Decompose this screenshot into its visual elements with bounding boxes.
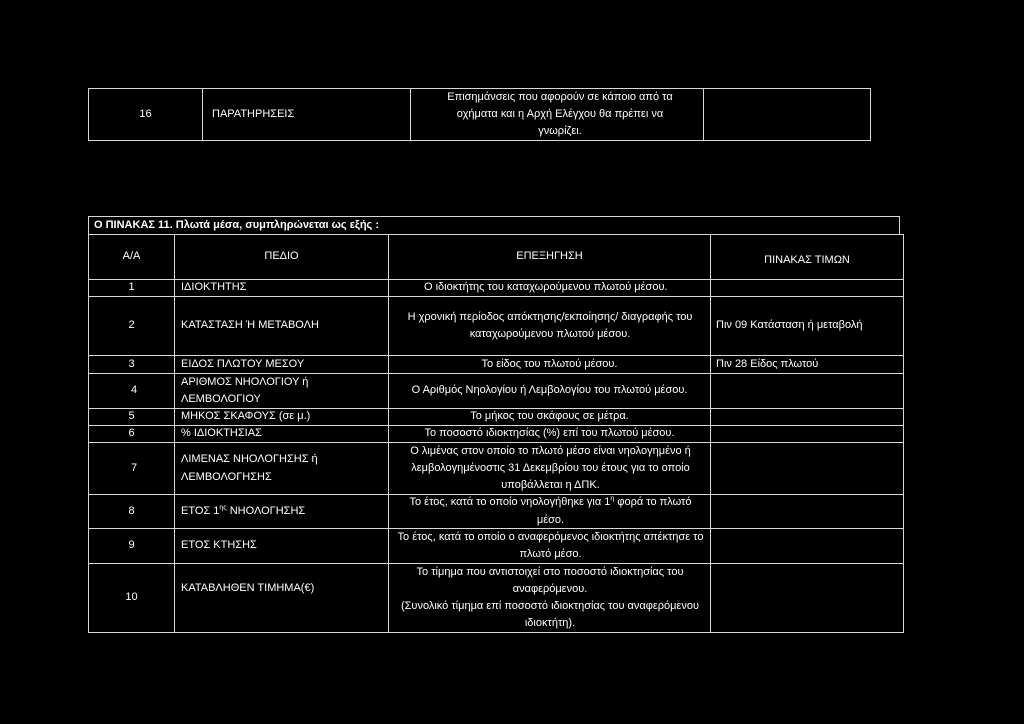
- row-number: 10: [125, 591, 138, 604]
- field-name: ΕΙΔΟΣ ΠΛΩΤΟΥ ΜΕΣΟΥ: [181, 357, 305, 370]
- field-name: ΙΔΙΟΚΤΗΤΗΣ: [181, 281, 247, 294]
- field-description: Το μήκος του σκάφους σε μέτρα.: [470, 410, 629, 423]
- value-table: Πιν 28 Είδος πλωτού: [716, 357, 819, 370]
- description-line: Το τίμημα που αντιστοιχεί στο ποσοστό ιδιοκτησίας του αναφερόμενου.: [416, 566, 684, 595]
- description-line: (Συνολικό τίμημα επί ποσοστό ιδιοκτησίας του αναφερόμενου ιδιοκτήτη).: [400, 600, 700, 629]
- row-number: 4: [131, 384, 138, 397]
- field-name: ΑΡΙΘΜΟΣ ΝΗΟΛΟΓΙΟΥ ή ΛΕΜΒΟΛΟΓΙΟΥ: [181, 375, 309, 405]
- row-number: 9: [128, 539, 135, 552]
- field-name: ΚΑΤΑΣΤΑΣΗ Ή ΜΕΤΑΒΟΛΗ: [181, 319, 319, 332]
- header-description: ΕΠΕΞΗΓΗΣΗ: [516, 250, 583, 263]
- field-name: ΛΙΜΕΝΑΣ ΝΗΟΛΟΓΗΣΗΣ ή ΛΕΜΒΟΛΟΓΗΣΗΣ: [181, 453, 318, 483]
- field-description: Το ποσοστό ιδιοκτησίας (%) επί του πλωτού μέσου.: [424, 427, 675, 440]
- field-name: ΜΗΚΟΣ ΣΚΑΦΟΥΣ (σε μ.): [181, 410, 311, 423]
- field-name: ΕΤΟΣ ΚΤΗΣΗΣ: [181, 539, 257, 552]
- row-number: 6: [128, 427, 135, 440]
- field-description: [391, 564, 709, 632]
- field-description: Ο Αριθμός Νηολογίου ή Λεμβολογίου του πλωτού μέσου.: [411, 384, 688, 397]
- row-number: 5: [128, 410, 135, 423]
- header-values: ΠΙΝΑΚΑΣ ΤΙΜΩΝ: [764, 254, 850, 267]
- field-name: ΠΑΡΑΤΗΡΗΣΕΙΣ: [212, 107, 295, 120]
- field-name: ΕΤΟΣ $1^{\eta\varsigma}$ ΝΗΟΛΟΓΗΣΗΣ: [181, 504, 306, 517]
- table-title: Ο ΠΙΝΑΚΑΣ 11. Πλωτά μέσα, συμπληρώνεται ως εξής :: [94, 218, 379, 231]
- header-aa: Α/Α: [122, 250, 141, 263]
- row-number: 8: [128, 504, 135, 517]
- field-description: Το έτος, κατά το οποίο ο αναφερόμενος ιδιοκτήτης απέκτησε το πλωτό μέσο.: [397, 530, 704, 560]
- row-number: 16: [139, 107, 152, 120]
- row-number: 7: [131, 461, 138, 474]
- field-description: Ο λιμένας στον οποίο το πλωτό μέσο είναι νηολογημένο ή λεμβολογημένοστις 31 Δεκεμβρίου του έτους για το οποίο υποβάλλεται η ΔΠΚ.: [410, 444, 691, 492]
- field-description: Το έτος, κατά το οποίο νηολογήθηκε για $1^\eta$ φορά το πλωτό μέσο.: [409, 495, 692, 526]
- field-name: % ΙΔΙΟΚΤΗΣΙΑΣ: [181, 427, 262, 440]
- field-description: Η χρονική περίοδος απόκτησης/εκποίησης/ διαγραφής του καταχωρούμενου πλωτού μέσου.: [407, 310, 693, 340]
- row-number: 1: [128, 281, 135, 294]
- field-description: Ο ιδιοκτήτης του καταχωρούμενου πλωτού μέσου.: [424, 281, 668, 294]
- row-number: 2: [128, 319, 135, 332]
- header-field: ΠΕΔΙΟ: [264, 250, 299, 263]
- field-description: Επισημάνσεις που αφορούν σε κάποιο από τα οχήματα και η Αρχή Ελέγχου θα πρέπει να γνωρίζει.: [447, 90, 673, 138]
- value-table: Πιν 09 Κατάσταση ή μεταβολή: [716, 319, 863, 332]
- row-number: 3: [128, 357, 135, 370]
- field-description: Το είδος του πλωτού μέσου.: [481, 357, 618, 370]
- field-name: ΚΑΤΑΒΛΗΘΕΝ ΤΙΜΗΜΑ(€): [181, 582, 315, 595]
